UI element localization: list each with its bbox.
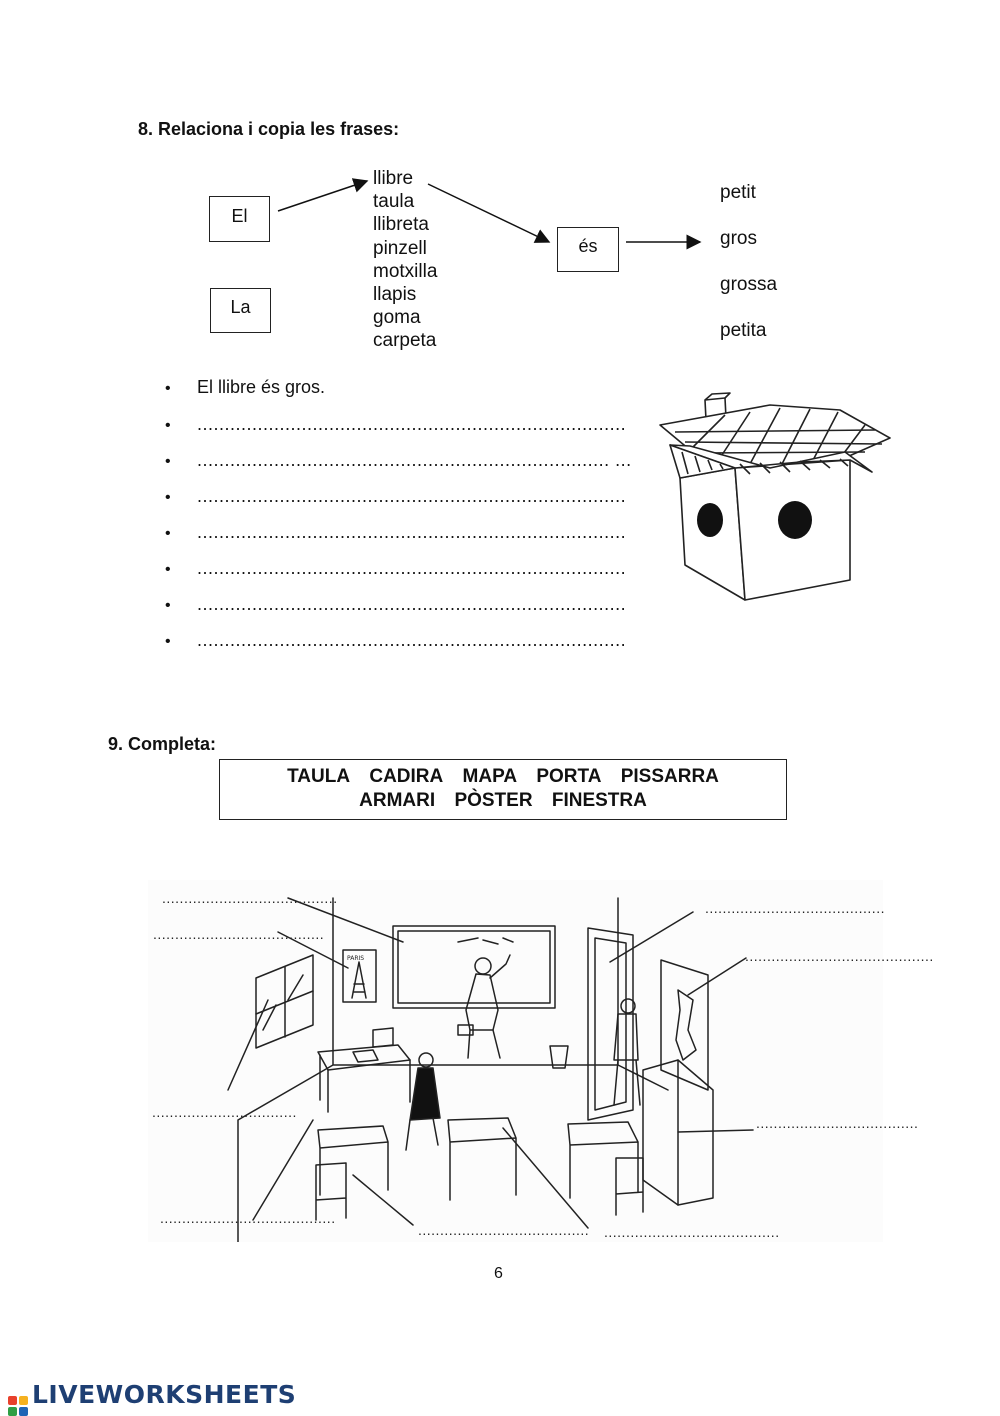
- liveworksheets-logo[interactable]: [8, 1380, 296, 1416]
- adjective-petit[interactable]: petit: [720, 182, 756, 203]
- blank-line[interactable]: ..............................................................................: [197, 486, 627, 506]
- noun-item[interactable]: llibreta: [373, 214, 429, 236]
- arrow-llibre-to-es: [428, 184, 549, 242]
- house-drawing: [650, 390, 900, 615]
- arrow-el-to-llibre: [278, 181, 367, 211]
- noun-item[interactable]: pinzell: [373, 237, 427, 259]
- blank-table-line[interactable]: ........................................: [604, 1224, 780, 1240]
- example-sentence-row: [165, 377, 325, 399]
- bullet-icon: •: [165, 380, 171, 397]
- answer-line[interactable]: [165, 486, 626, 508]
- bullet-icon: •: [165, 597, 171, 614]
- answer-line[interactable]: [165, 558, 626, 580]
- blank-window-line[interactable]: .......................................: [153, 926, 325, 942]
- word-bank-item[interactable]: PÒSTER: [454, 790, 533, 811]
- bullet-icon: •: [165, 417, 171, 434]
- article-la: La: [230, 297, 251, 317]
- word-bank-item[interactable]: MAPA: [462, 766, 518, 787]
- noun-item[interactable]: carpeta: [373, 330, 437, 352]
- blank-chair-line[interactable]: ........................................: [160, 1210, 336, 1226]
- brand-name: LIVEWORKSHEETS: [32, 1380, 297, 1409]
- blank-line[interactable]: ..............................................................................: [197, 414, 627, 434]
- bullet-icon: •: [165, 525, 171, 542]
- exercise-8-title: 8. Relaciona i copia les frases:: [138, 119, 400, 139]
- answer-line[interactable]: [165, 522, 626, 544]
- word-bank-item[interactable]: ARMARI: [359, 790, 436, 811]
- poster-label: PARIS: [347, 955, 365, 962]
- liveworksheets-icon: [8, 1396, 28, 1416]
- blank-poster-line[interactable]: ........................................: [162, 890, 338, 906]
- logo-square-yellow: [19, 1396, 28, 1405]
- adjective-petita[interactable]: petita: [720, 320, 767, 341]
- noun-item[interactable]: llibre: [373, 168, 414, 189]
- answer-line[interactable]: [165, 594, 626, 616]
- logo-square-blue: [19, 1407, 28, 1416]
- blank-line[interactable]: ..............................................................................: [197, 558, 627, 578]
- blank-desk-line[interactable]: .......................................: [418, 1222, 590, 1238]
- blank-door-line[interactable]: .........................................: [705, 900, 885, 916]
- blank-line[interactable]: ..............................................................................: [197, 630, 627, 650]
- answer-line[interactable]: [165, 630, 626, 652]
- word-bank-item[interactable]: PISSARRA: [620, 766, 719, 787]
- page-number: 6: [494, 1265, 503, 1282]
- blank-line[interactable]: ........................................................................... ...: [197, 450, 632, 470]
- bullet-icon: •: [165, 633, 171, 650]
- answer-line[interactable]: [165, 450, 632, 472]
- logo-square-green: [8, 1407, 17, 1416]
- bullet-icon: •: [165, 561, 171, 578]
- adjective-gros[interactable]: gros: [720, 228, 757, 249]
- adjective-grossa[interactable]: grossa: [720, 274, 778, 295]
- blank-left-line[interactable]: .................................: [152, 1104, 297, 1120]
- example-sentence: El llibre és gros.: [197, 377, 326, 397]
- word-bank-item[interactable]: CADIRA: [369, 766, 444, 787]
- bullet-icon: •: [165, 453, 171, 470]
- verb-es: és: [578, 236, 598, 256]
- blank-map-line[interactable]: ...........................................: [745, 948, 934, 964]
- logo-square-red: [8, 1396, 17, 1405]
- exercise-9-title: 9. Completa:: [108, 734, 217, 754]
- article-el: El: [231, 206, 248, 226]
- word-bank-item[interactable]: PORTA: [536, 766, 602, 787]
- word-bank-item[interactable]: TAULA: [287, 766, 351, 787]
- word-bank: [219, 759, 787, 820]
- noun-item[interactable]: taula: [373, 191, 415, 213]
- noun-item[interactable]: motxilla: [373, 260, 438, 282]
- blank-line[interactable]: ..............................................................................: [197, 522, 627, 542]
- blank-line[interactable]: ..............................................................................: [197, 594, 627, 614]
- bullet-icon: •: [165, 489, 171, 506]
- noun-item[interactable]: llapis: [373, 284, 417, 306]
- word-bank-row-1: [220, 765, 786, 789]
- word-bank-item[interactable]: FINESTRA: [551, 790, 647, 811]
- answer-line[interactable]: [165, 414, 626, 436]
- word-bank-row-2: [220, 789, 786, 813]
- noun-item[interactable]: goma: [373, 307, 421, 329]
- blank-wardrobe-line[interactable]: .....................................: [756, 1115, 919, 1131]
